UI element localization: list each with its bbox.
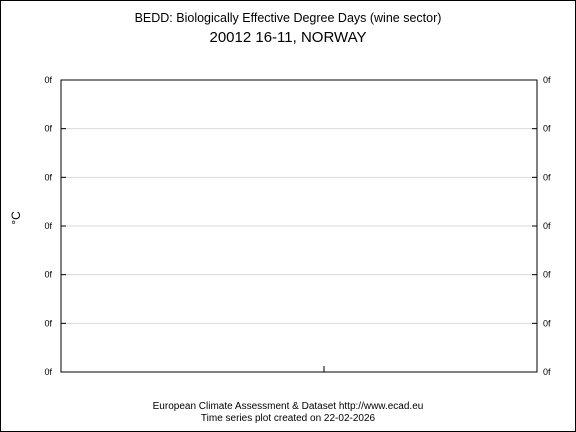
y-tick-label: 0f [44, 269, 52, 280]
y-tick-label: 0f [44, 221, 52, 231]
y-axis-label: °C [9, 211, 23, 225]
y-tick-label: 0f [44, 123, 52, 134]
y-tick-label-right: 0f [543, 172, 551, 183]
grid-lines [61, 129, 537, 324]
y-tick-label-right: 0f [543, 123, 551, 134]
y-ticks-left [44, 75, 66, 377]
y-tick-label: 0f [44, 172, 52, 183]
footer-created: Time series plot created on 22-02-2026 [200, 413, 376, 424]
chart-subtitle: 20012 16-11, NORWAY [209, 29, 367, 46]
y-tick-label-right: 0f [543, 75, 551, 85]
y-tick-label-right: 0f [543, 318, 551, 329]
chart-canvas [1, 1, 575, 431]
y-tick-label: 0f [44, 318, 52, 329]
y-tick-label: 0f [44, 367, 52, 377]
y-ticks-right [532, 75, 551, 377]
y-tick-label: 0f [44, 75, 52, 85]
footer-source: European Climate Assessment & Dataset http://www.ecad.eu [152, 401, 424, 412]
chart-title: BEDD: Biologically Effective Degree Days (wine sector) [134, 11, 442, 25]
y-tick-label-right: 0f [543, 367, 551, 377]
y-tick-label-right: 0f [543, 269, 551, 280]
y-tick-label-right: 0f [543, 221, 551, 231]
